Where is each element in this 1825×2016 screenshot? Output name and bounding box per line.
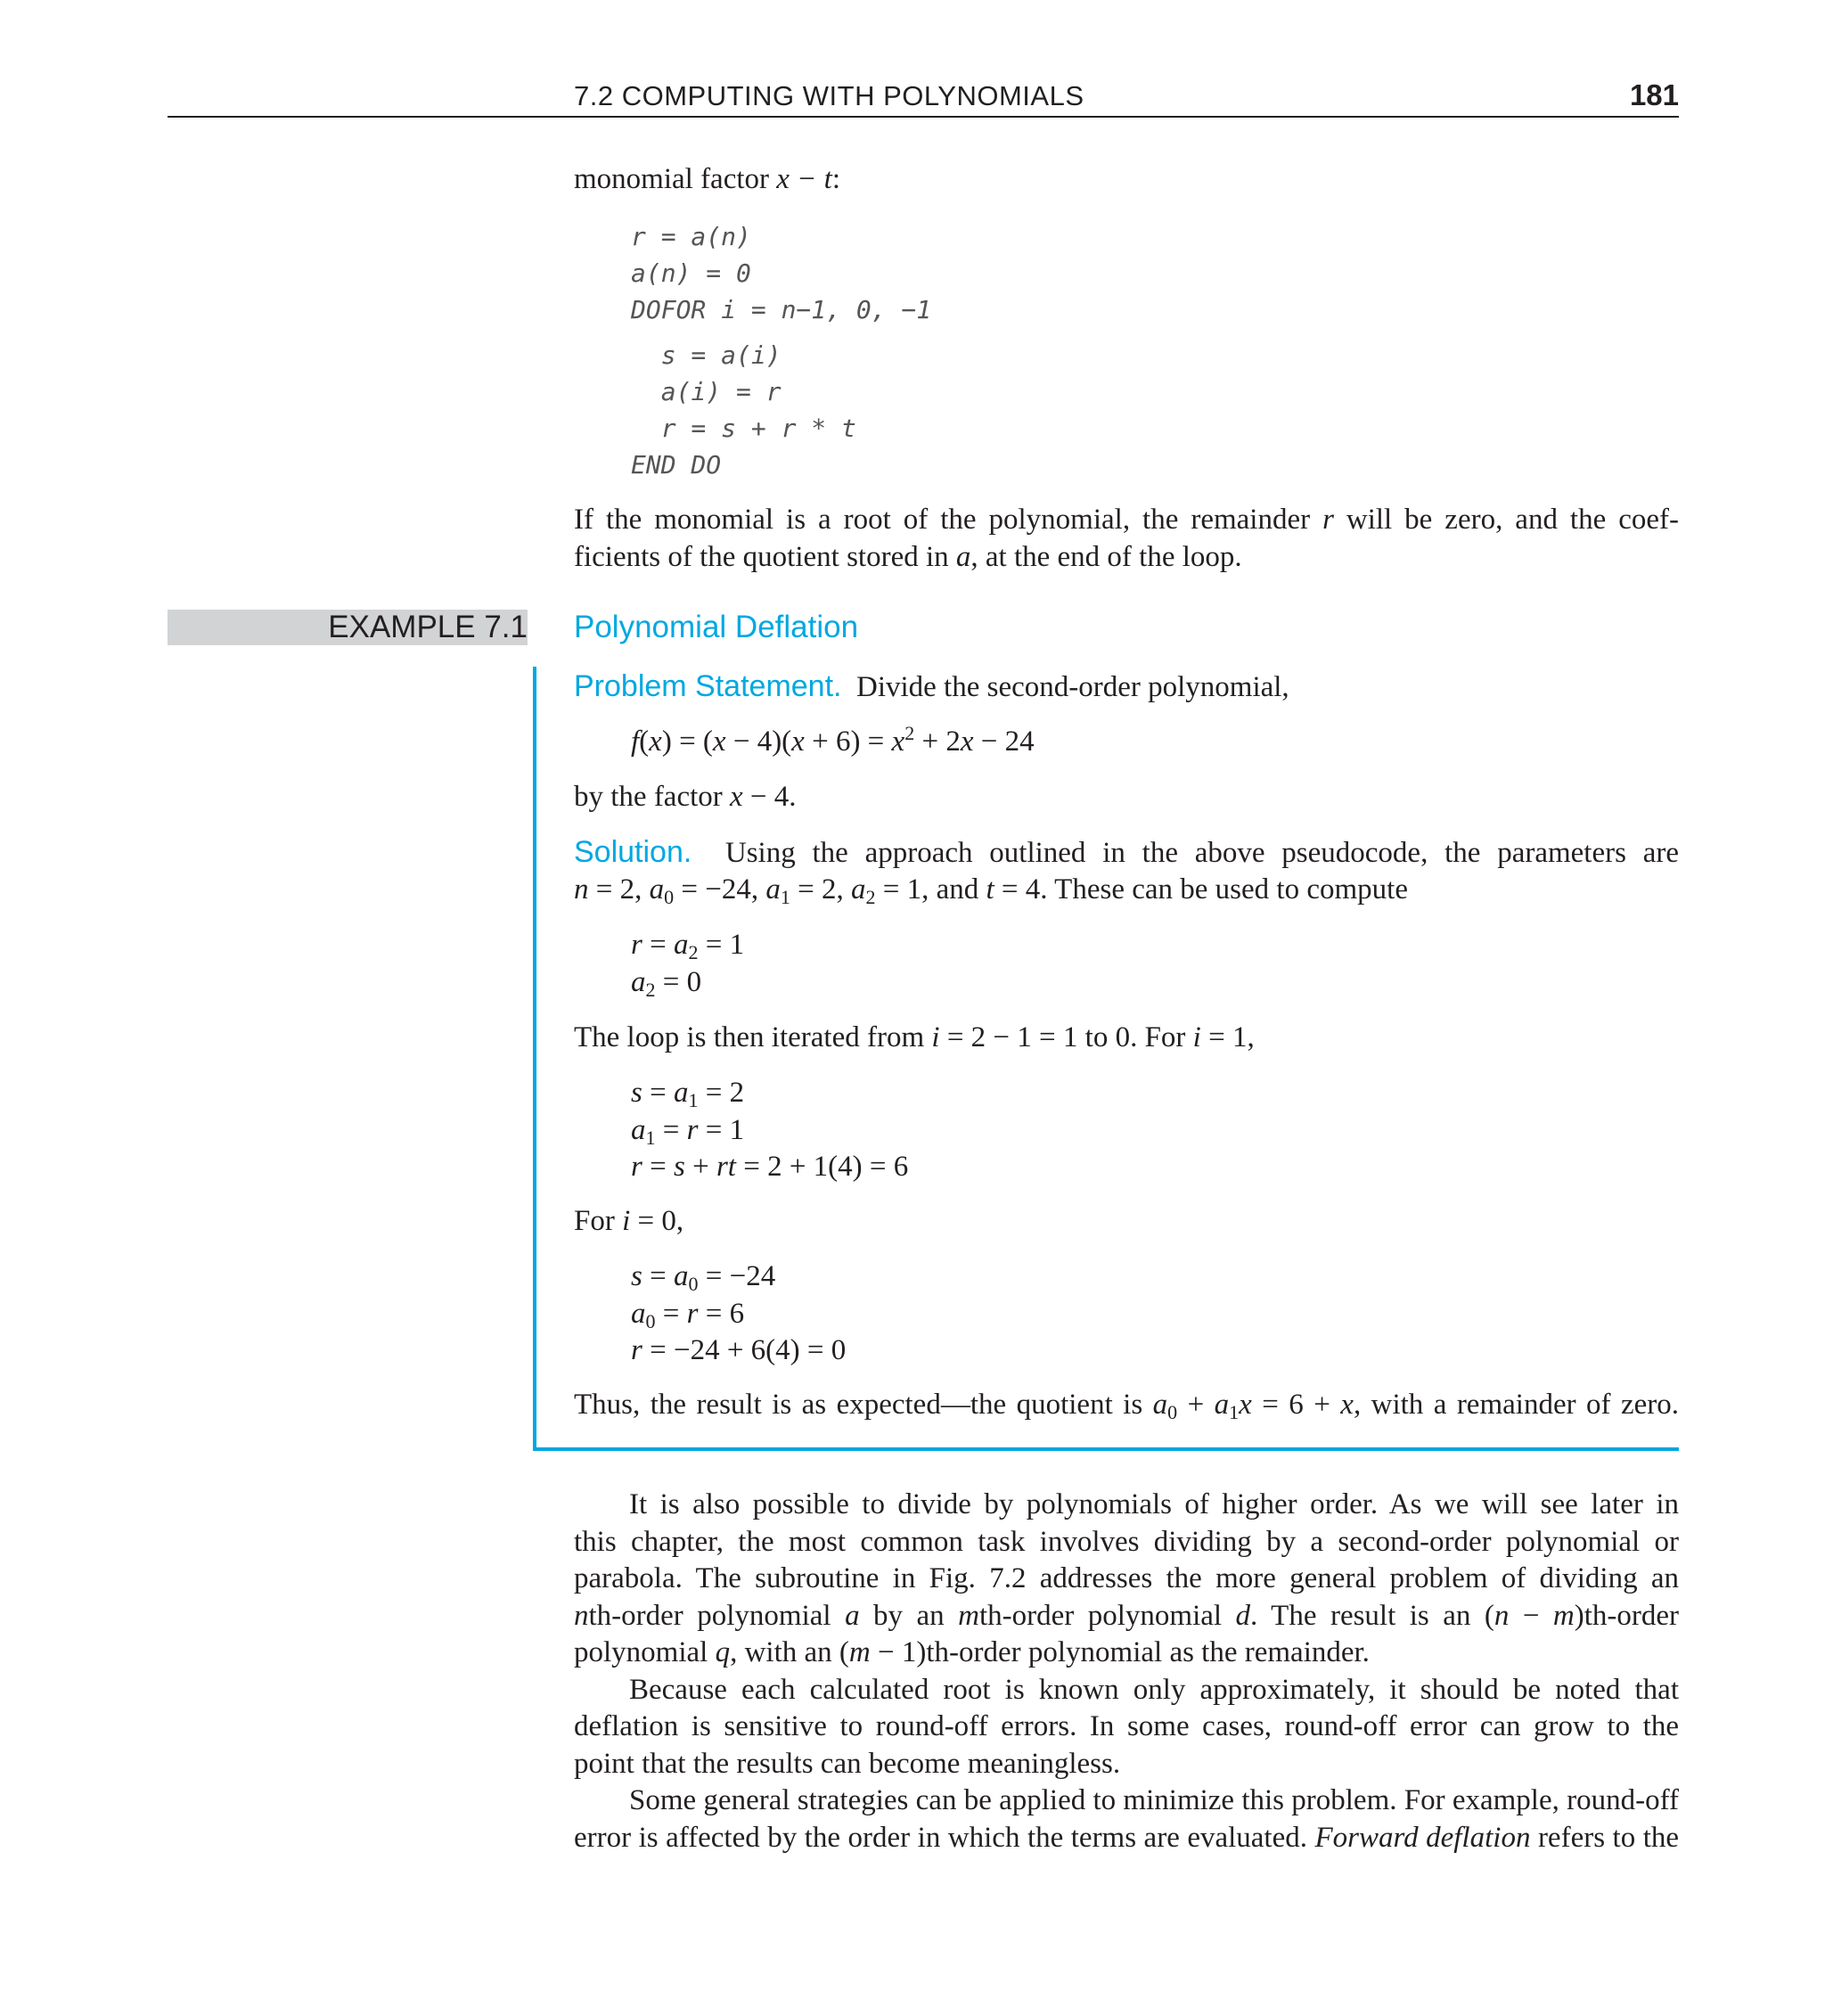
after-code-line-2: ficients of the quotient stored in a, at the end of the loop.	[574, 541, 1242, 573]
main-equation: $f(x) = (x - 4)(x + 6) = x^2 + 2x - 24$	[631, 722, 1035, 758]
loop-line: The loop is then iterated from i = 2 − 1 = 1 to 0. For i = 1,	[574, 1021, 1255, 1053]
paragraph-higher-order	[574, 1487, 1679, 1856]
params-line: n = 2, $a_0 = -24$, $a_1 = 2$, $a_2 = 1$, and t = 4. These can be used to compute	[574, 873, 1408, 908]
intro-lead: monomial factor	[574, 163, 777, 195]
example-title: Polynomial Deflation	[574, 610, 859, 644]
paragraph-line: nth-order polynomial a by an mth-order polynomial d. The result is an (n − m)th-order	[574, 1599, 1680, 1632]
paragraph-line: It is also possible to divide by polynomials of higher order. As we will see later in	[629, 1488, 1679, 1520]
code-line: a(i) = r	[631, 377, 782, 406]
for-i0-line: For i = 0,	[574, 1205, 684, 1237]
problem-statement	[574, 668, 1289, 707]
iteration-0-equations: $s = a_0 = -24$ $a_0 = r = 6$ r = −24 + 6(4) = 0	[631, 1260, 847, 1366]
page-number: 181	[1629, 78, 1679, 111]
example-bottom-rule	[533, 1447, 1679, 1451]
intro-colon: :	[831, 163, 841, 195]
header-rule	[168, 116, 1679, 118]
paragraph-line: Some general strategies can be applied to minimize this problem. For example, round-off	[629, 1784, 1679, 1816]
solution-text: Using the approach outlined in the above pseudocode, the parameters are	[724, 837, 1679, 869]
code-line: a(n) = 0	[631, 258, 751, 288]
code-line: s = a(i)	[631, 340, 782, 370]
problem-heading: Problem Statement.	[574, 669, 842, 703]
intro-factor: x − t	[776, 163, 832, 195]
running-header-title: 7.2 COMPUTING WITH POLYNOMIALS	[574, 80, 1084, 111]
pseudocode-block	[631, 218, 931, 483]
intro-line	[574, 161, 840, 199]
paragraph-line: error is affected by the order in which the terms are evaluated. Forward deflation refers to the	[574, 1821, 1680, 1854]
code-line: r = s + r * t	[631, 414, 856, 443]
paragraph-line: point that the results can become meaningless.	[574, 1747, 1121, 1780]
conclusion-line: Thus, the result is as expected—the quotient is $a_0 + a_1x = 6 + x$, with a remainder of zero.	[574, 1389, 1679, 1423]
paragraph-line: this chapter, the most common task involves dividing by a second-order polynomial or	[574, 1525, 1679, 1558]
problem-text: Divide the second-order polynomial,	[855, 671, 1289, 703]
paragraph-line: parabola. The subroutine in Fig. 7.2 addresses the more general problem of dividing an	[574, 1562, 1679, 1594]
by-factor-line: by the factor x − 4.	[574, 781, 797, 813]
solution-line	[574, 834, 1679, 873]
solution-heading: Solution.	[574, 835, 692, 869]
paragraph-line: deflation is sensitive to round-off errors. In some cases, round-off error can grow to the	[574, 1710, 1679, 1742]
iteration-1-equations: $s = a_1 = 2$ $a_1 = r = 1$ r = s + rt = 2 + 1(4) = 6	[631, 1077, 909, 1183]
after-code-line-1: If the monomial is a root of the polynomial, the remainder r will be zero, and the coef-	[574, 504, 1679, 536]
example-side-rule	[533, 667, 536, 1451]
paragraph-line: polynomial q, with an (m − 1)th-order polynomial as the remainder.	[574, 1636, 1370, 1668]
code-line: DOFOR i = n−1, 0, −1	[631, 295, 932, 324]
code-line: r = a(n)	[631, 222, 751, 251]
example-label: EXAMPLE 7.1	[328, 610, 528, 644]
code-line: END DO	[631, 450, 722, 479]
init-equations: $r = a_2 = 1$ $a_2 = 0$	[631, 929, 745, 1001]
paragraph-line: Because each calculated root is known only approximately, it should be noted that	[629, 1673, 1679, 1706]
